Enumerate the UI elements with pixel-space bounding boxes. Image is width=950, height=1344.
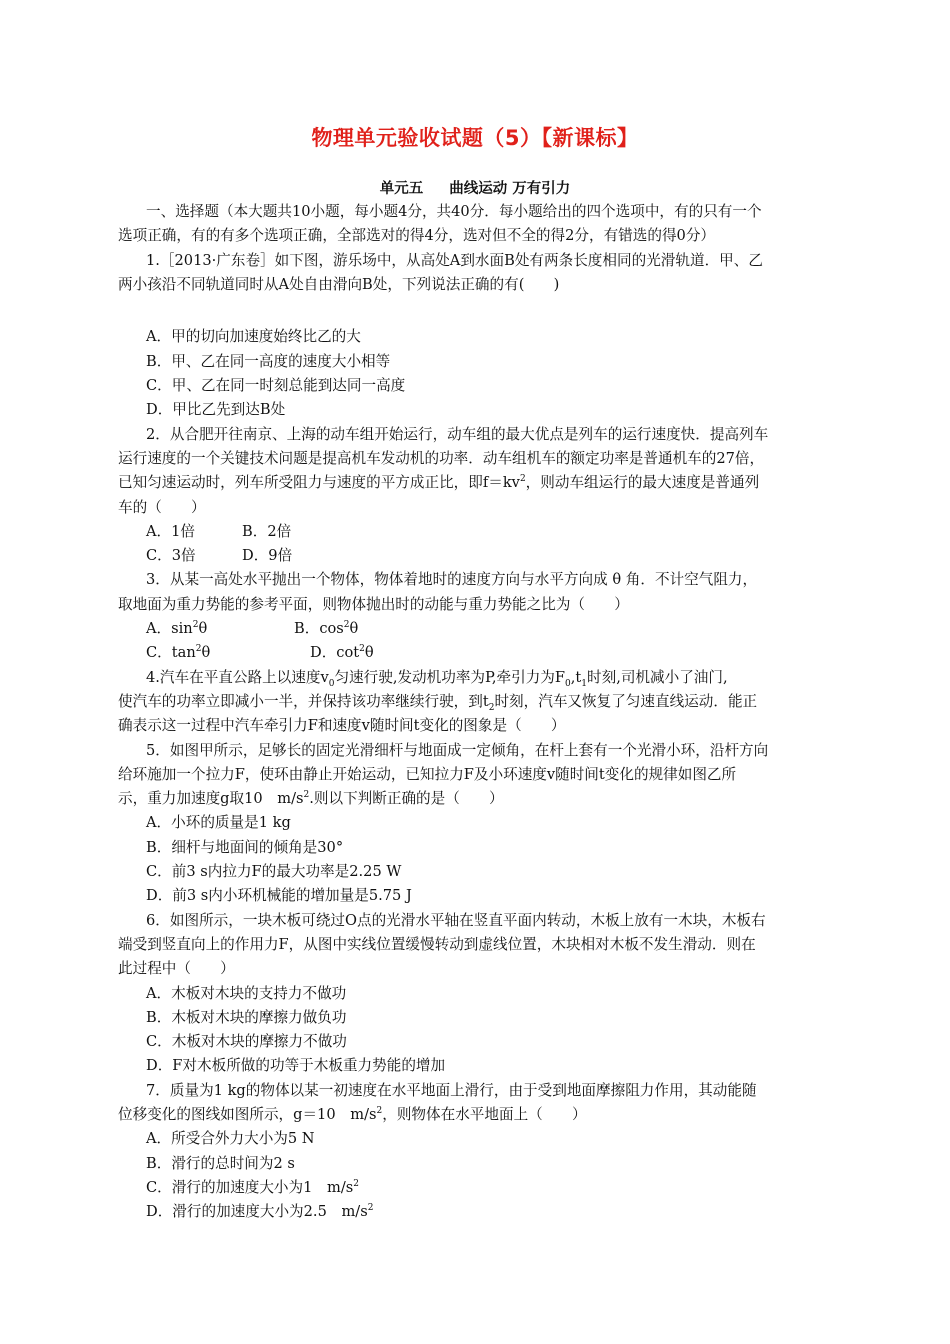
q6-stem-line3: 此过程中（ ） [118,960,235,978]
q5-option-a: A．小环的质量是1 kg [146,814,291,832]
q6-option-a: A．木板对木块的支持力不做功 [146,984,347,1002]
unit-label: 单元五 [379,181,424,197]
q2-option-a: A．1倍 [146,522,196,540]
q5-option-d: D．前3 s内小环机械能的增加量是5.75 J [146,887,412,905]
q7-option-b: B．滑行的总时间为2 s [146,1154,295,1172]
q1-stem-line2: 两小孩沿不同轨道同时从A处自由滑向B处，下列说法正确的有( ) [118,275,560,293]
q6-option-c: C．木板对木块的摩擦力不做功 [146,1033,347,1051]
q6-option-b: B．木板对木块的摩擦力做负功 [146,1008,347,1026]
q4-stem-line3: 确表示这一过程中汽车牵引力F和速度v随时间t变化的图象是（ ） [118,717,566,735]
q3-stem-line1: 3．从某一高处水平抛出一个物体，物体着地时的速度方向与水平方向成 θ 角．不计空气阻力， [146,571,758,589]
q3-options-cd [118,641,846,665]
q7-option-d: D．滑行的加速度大小为2.5 $m/s^2$ [146,1203,374,1221]
q2-option-b: B．2倍 [242,522,292,540]
q2-options-cd [118,544,846,568]
q4-stem-line1: 4.汽车在平直公路上以速度$v_0$匀速行驶,发动机功率为P,牵引力为$F_0,t_1$时刻,司机减小了油门, [146,668,728,689]
q1-stem-line1: 1.［2013·广东卷］如下图，游乐场中，从高处A到水面B处有两条长度相同的光滑轨道．甲、乙 [146,251,763,269]
q3-option-a: A．$\sin^2\theta$ [146,620,208,638]
q7-stem-line1: 7．质量为1 kg的物体以某一初速度在水平地面上滑行，由于受到地面摩擦阻力作用，其动能随 [146,1081,757,1099]
q2-stem-line2: 运行速度的一个关键技术问题是提高机车发动机的功率．动车组机车的额定功率是普通机车的27倍， [118,449,765,467]
q4-stem-line2: 使汽车的功率立即减小一半，并保持该功率继续行驶，到$t_2$时刻，汽车又恢复了匀速直线运动．能正 [118,692,758,713]
q3-options-ab [118,617,846,641]
q1-option-b: B．甲、乙在同一高度的速度大小相等 [146,352,391,370]
q2-option-d: D．9倍 [242,547,293,565]
section-instructions-line1: 一、选择题（本大题共10小题，每小题4分，共40分．每小题给出的四个选项中，有的只有一个 [146,203,762,220]
q3-option-c: C．$\tan^2\theta$ [146,644,211,662]
q5-option-c: C．前3 s内拉力F的最大功率是2.25 W [146,863,402,881]
q1-option-a: A．甲的切向加速度始终比乙的大 [146,328,361,346]
q7-stem-line2: 位移变化的图线如图所示，g＝10 $m/s^2$，则物体在水平地面上（ ） [118,1105,587,1123]
q2-option-c: C．3倍 [146,547,196,565]
q1-option-c: C．甲、乙在同一时刻总能到达同一高度 [146,377,406,395]
q1-option-d: D．甲比乙先到达B处 [146,401,286,419]
q3-stem-line2: 取地面为重力势能的参考平面，则物体抛出时的动能与重力势能之比为（ ） [118,595,629,613]
unit-topic: 曲线运动 万有引力 [449,181,571,197]
q3-option-b: B．$\cos^2\theta$ [294,620,359,638]
section-instructions-line2: 选项正确，有的有多个选项正确，全部选对的得4分，选对但不全的得2分，有错选的得0分） [118,227,716,245]
q2-stem-line1: 2．从合肥开往南京、上海的动车组开始运行，动车组的最大优点是列车的运行速度快．提高列车 [146,425,769,443]
q2-stem-line3: 已知匀速运动时，列车所受阻力与速度的平方成正比，即$f=kv^2$，则动车组运行的最大速度是普通列 [118,474,760,492]
q3-option-d: D．$\cot^2\theta$ [310,644,374,662]
q7-option-c: C．滑行的加速度大小为1 $m/s^2$ [146,1178,359,1196]
q7-option-a: A．所受合外力大小为5 N [146,1130,315,1148]
q5-option-b: B．细杆与地面间的倾角是30° [146,838,344,856]
q6-stem-line2: 端受到竖直向上的作用力F，从图中实线位置缓慢转动到虚线位置，木块相对木板不发生滑动．则在 [118,935,756,953]
q5-stem-line1: 5．如图甲所示，足够长的固定光滑细杆与地面成一定倾角，在杆上套有一个光滑小环，沿杆方向 [146,741,769,759]
q6-stem-line1: 6．如图所示，一块木板可绕过O点的光滑水平轴在竖直平面内转动，木板上放有一木块，木板右 [146,911,766,929]
q5-stem-line2: 给环施加一个拉力F，使环由静止开始运动，已知拉力F及小环速度v随时间t变化的规律如图乙所 [118,765,737,783]
q5-stem-line3: 示，重力加速度g取10 $m/s^2$.则以下判断正确的是（ ） [118,790,504,808]
document-title: 物理单元验收试题（5）【新课标】 [311,126,639,150]
q2-options-ab [118,520,846,544]
question-body [118,200,846,1224]
q6-option-d: D．F对木板所做的功等于木板重力势能的增加 [146,1057,446,1075]
unit-heading [0,177,950,198]
q2-stem-line4: 车的（ ） [118,498,206,516]
